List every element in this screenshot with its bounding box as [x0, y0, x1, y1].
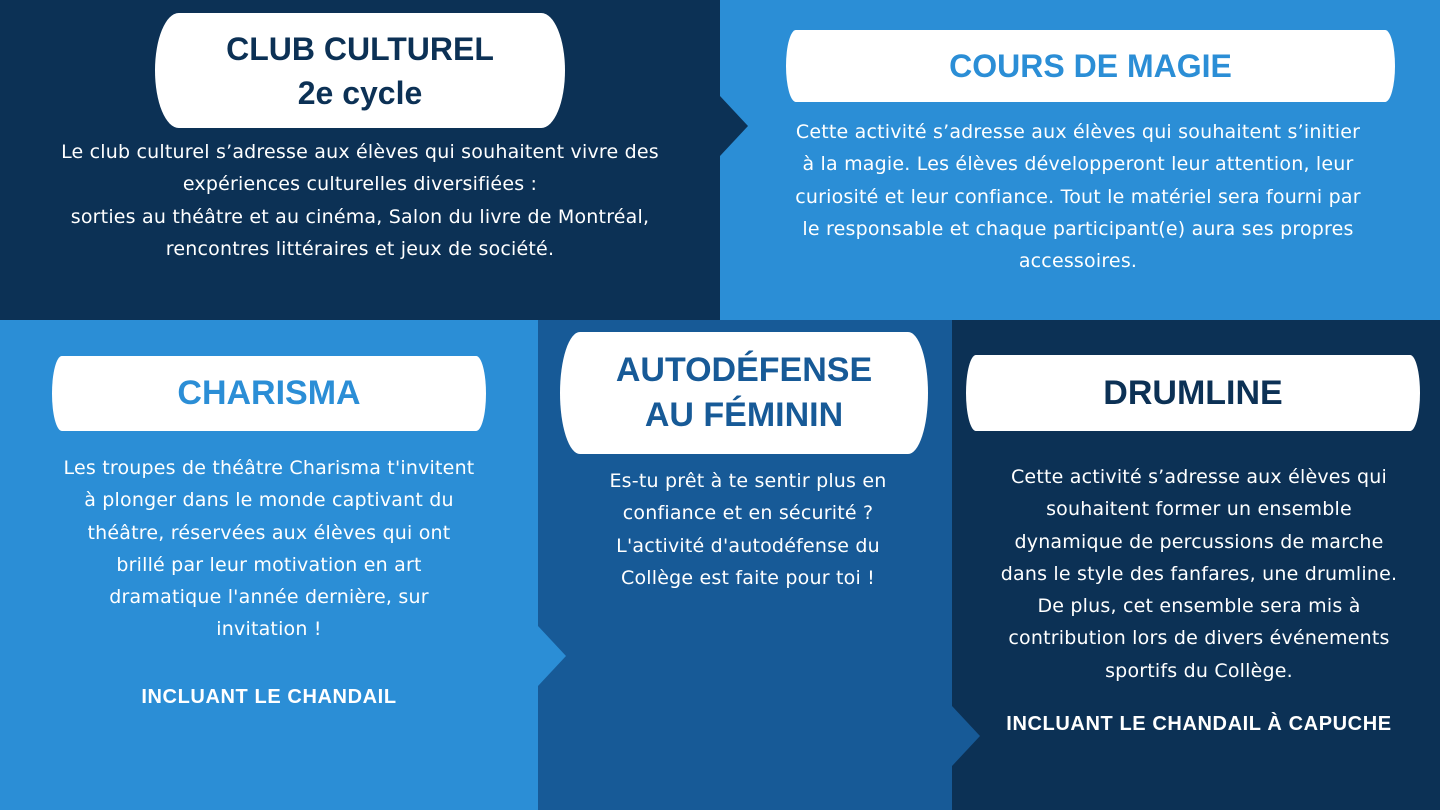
text-line: expériences culturelles diversifiées :	[182, 173, 538, 196]
text-line: souhaitent former un ensemble	[1046, 498, 1352, 521]
text-line: Es-tu prêt à te sentir plus en	[609, 470, 887, 492]
description-charisma	[10, 452, 528, 646]
title-charisma	[52, 356, 486, 431]
title-drumline	[966, 355, 1420, 431]
description-drumline	[962, 461, 1436, 687]
text-line: sorties au théâtre et au cinéma, Salon du livre de Montréal,	[70, 205, 650, 228]
title-line: DRUMLINE	[1103, 373, 1283, 412]
text-line: théâtre, réservées aux élèves qui ont	[87, 521, 451, 544]
text-line: curiosité et leur confiance. Tout le matériel sera fourni par	[795, 185, 1361, 208]
text-line: dramatique l'année dernière, sur	[109, 586, 429, 609]
title-line: AU FÉMININ	[644, 396, 844, 434]
title-line: AUTODÉFENSE	[615, 351, 873, 389]
text-line: à plonger dans le monde captivant du	[84, 489, 454, 512]
text-line: sportifs du Collège.	[1105, 659, 1293, 682]
text-line: Les troupes de théâtre Charisma t'invitent	[63, 457, 475, 479]
text-line: Cette activité s’adresse aux élèves qui	[1010, 466, 1388, 488]
text-line: Collège est faite pour toi !	[621, 566, 875, 589]
text-line: Cette activité s’adresse aux élèves qui souhaitent s’initier	[795, 121, 1361, 143]
title-club-culturel	[155, 13, 565, 128]
title-autodefense	[560, 332, 928, 454]
description-cours-de-magie	[738, 116, 1418, 277]
text-line: invitation !	[216, 618, 322, 641]
description-autodefense	[548, 465, 948, 594]
note-drumline: INCLUANT LE CHANDAIL À CAPUCHE	[1006, 713, 1392, 735]
title-line: CHARISMA	[177, 374, 361, 412]
text-line: accessoires.	[1018, 250, 1138, 273]
text-line: confiance et en sécurité ?	[622, 502, 874, 525]
title-line: CLUB CULTUREL	[226, 30, 494, 67]
description-club-culturel	[10, 136, 710, 265]
text-line: rencontres littéraires et jeux de société.	[165, 237, 555, 260]
text-line: L'activité d'autodéfense du	[616, 534, 880, 557]
arrow-notch	[538, 626, 566, 686]
text-line: dynamique de percussions de marche	[1014, 530, 1384, 553]
text-line: Le club culturel s’adresse aux élèves qui souhaitent vivre des	[61, 141, 659, 163]
text-line: le responsable et chaque participant(e) aura ses propres	[802, 217, 1354, 240]
note-charisma: INCLUANT LE CHANDAIL	[141, 686, 397, 708]
text-line: à la magie. Les élèves développeront leur attention, leur	[802, 153, 1354, 176]
text-line: contribution lors de divers événements	[1008, 627, 1390, 650]
text-line: brillé par leur motivation en art	[116, 553, 422, 576]
text-line: De plus, cet ensemble sera mis à	[1037, 595, 1361, 618]
title-line: 2e cycle	[297, 74, 423, 111]
title-cours-de-magie	[786, 30, 1395, 102]
text-line: dans le style des fanfares, une drumline.	[1000, 562, 1398, 585]
title-line: COURS DE MAGIE	[949, 47, 1232, 84]
